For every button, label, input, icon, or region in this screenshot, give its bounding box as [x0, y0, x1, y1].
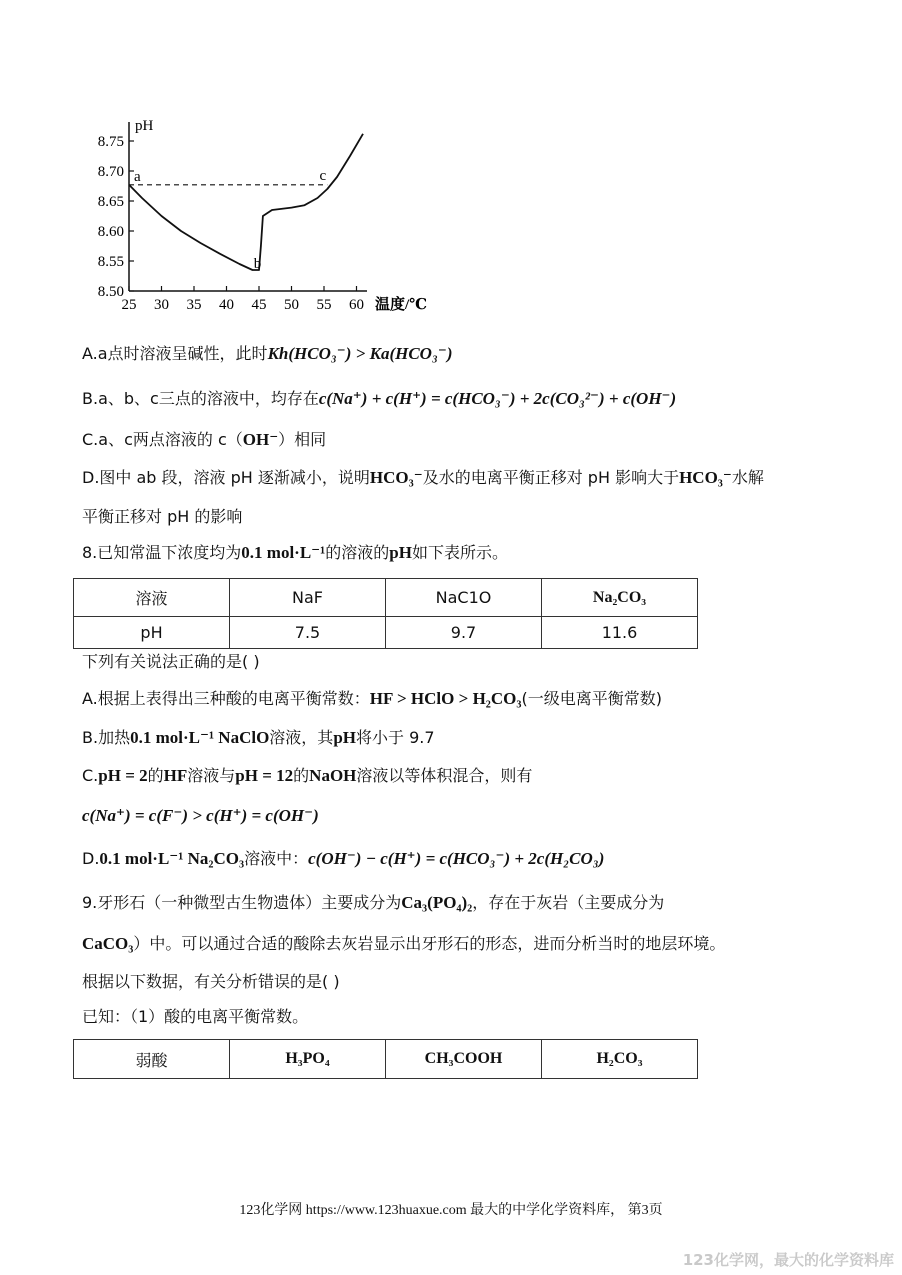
x-tick-label: 25	[121, 297, 137, 313]
table-cell: H₃PO₄	[230, 1040, 386, 1079]
table-cell: 7.5	[230, 617, 386, 649]
x-axis-label: 温度/℃	[375, 297, 428, 313]
x-tick-label: 40	[219, 297, 234, 313]
option-8b: B.加热0.1 mol·L⁻¹ NaClO溶液，其pH将小于 9.7	[82, 728, 435, 747]
option-7c: C.a、c两点溶液的 c（OH⁻）相同	[82, 430, 327, 449]
question-9-stem: 9.牙形石（一种微型古生物遗体）主要成分为Ca₃(PO₄)₂，存在于灰岩（主要成分为	[82, 893, 665, 912]
table-cell: CH₃COOH	[386, 1040, 542, 1079]
y-tick-label: 8.50	[97, 284, 124, 300]
point-b-label: b	[253, 256, 262, 272]
watermark: 123化学网，最大的化学资料库	[682, 1251, 894, 1269]
y-tick-label: 8.55	[97, 254, 124, 270]
option-7a: A.a点时溶液呈碱性，此时Kh(HCO₃⁻) > Ka(HCO₃⁻)	[82, 344, 453, 363]
table-cell: NaC1O	[386, 579, 542, 617]
option-8a: A.根据上表得出三种酸的电离平衡常数：HF > HClO > H₂CO₃(一级电离平衡常数)	[82, 689, 662, 708]
question-9-ask: 根据以下数据，有关分析错误的是( )	[82, 972, 340, 991]
table-cell: H₂CO₃	[542, 1040, 698, 1079]
option-8c-equation: c(Na⁺) = c(F⁻) > c(H⁺) = c(OH⁻)	[82, 806, 319, 825]
option-7d-continued: 平衡正移对 pH 的影响	[82, 507, 243, 526]
table-cell: 弱酸	[74, 1040, 230, 1079]
y-axis-label: pH	[135, 118, 154, 134]
x-tick-label: 35	[186, 297, 202, 313]
x-tick-label: 50	[284, 297, 299, 313]
question-8-stem: 8.已知常温下浓度均为0.1 mol·L⁻¹的溶液的pH如下表所示。	[82, 543, 508, 562]
page-footer: 123化学网 https://www.123huaxue.com 最大的中学化学资料库， 第3页	[239, 1203, 663, 1218]
option-8d: D.0.1 mol·L⁻¹ Na₂CO₃溶液中：c(OH⁻) − c(H⁺) = c(HCO₃⁻) + 2c(H₂CO₃)	[82, 849, 605, 868]
y-tick-label: 8.70	[97, 164, 124, 180]
x-tick-label: 45	[251, 297, 267, 313]
table-cell: 溶液	[74, 579, 230, 617]
table-cell: 9.7	[386, 617, 542, 649]
point-a-label: a	[134, 168, 141, 185]
table-cell: pH	[74, 617, 230, 649]
y-tick-label: 8.60	[97, 224, 124, 240]
point-c-label: c	[319, 167, 327, 184]
ph-table	[73, 578, 698, 649]
table-cell: Na₂CO₃	[542, 579, 698, 617]
table-cell: NaF	[230, 579, 386, 617]
x-tick-label: 60	[349, 297, 364, 313]
question-9-known: 已知：（1）酸的电离平衡常数。	[82, 1007, 309, 1026]
ph-temperature-chart	[80, 110, 428, 320]
y-tick-label: 8.65	[97, 194, 124, 210]
y-tick-label: 8.75	[97, 134, 124, 150]
question-8-ask: 下列有关说法正确的是( )	[82, 652, 260, 671]
option-7b: B.a、b、c三点的溶液中，均存在c(Na⁺) + c(H⁺) = c(HCO₃⁻) + 2c(CO₃²⁻) + c(OH⁻)	[82, 389, 677, 408]
x-tick-label: 30	[154, 297, 169, 313]
question-9-stem-line2: CaCO₃）中。可以通过合适的酸除去灰岩显示出牙形石的形态，进而分析当时的地层环境。	[82, 934, 726, 953]
table-cell: 11.6	[542, 617, 698, 649]
x-tick-label: 55	[316, 297, 332, 313]
option-8c: C.pH = 2的HF溶液与pH = 12的NaOH溶液以等体积混合，则有	[82, 766, 533, 785]
ph-curve	[129, 134, 363, 270]
option-7d: D.图中 ab 段，溶液 pH 逐渐减小，说明HCO₃⁻及水的电离平衡正移对 pH 影响大于HCO₃⁻水解	[82, 468, 764, 487]
acid-table	[73, 1039, 698, 1079]
